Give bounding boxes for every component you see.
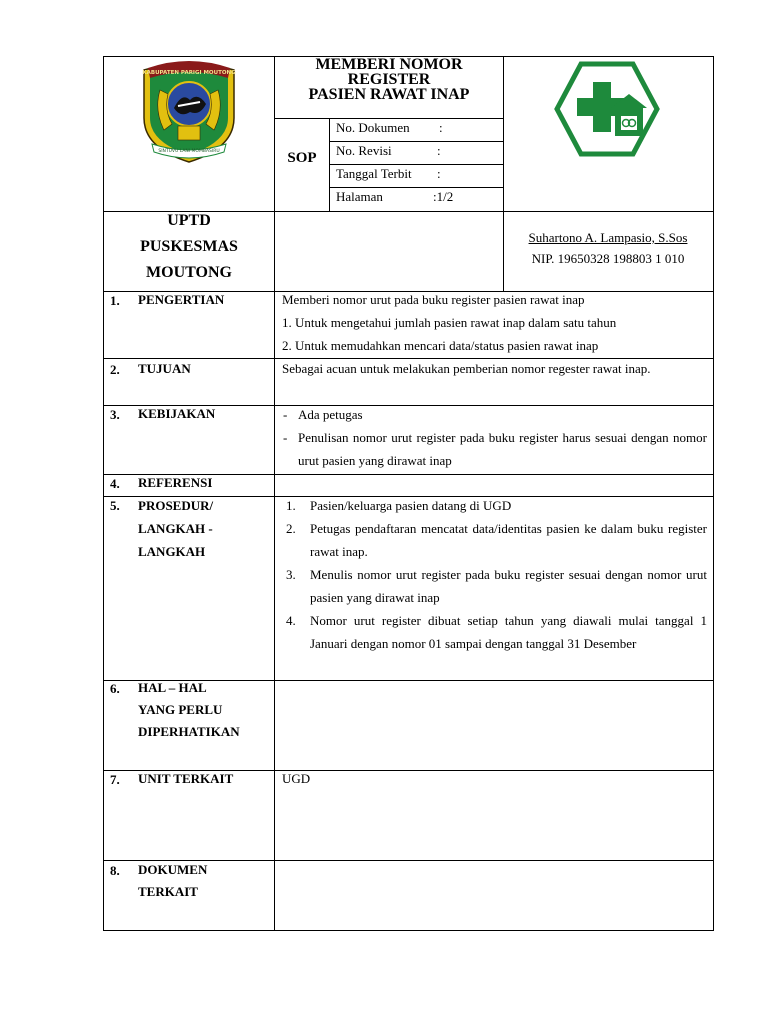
section-1-label: PENGERTIAN xyxy=(138,292,225,307)
section-1-line-1: Memberi nomor urut pada buku register pasien rawat inap xyxy=(282,292,585,307)
meta-label-tanggal: Tanggal Terbit xyxy=(336,166,412,181)
meta-value-halaman: :1/2 xyxy=(433,189,454,204)
section-7-label: UNIT TERKAIT xyxy=(138,771,234,786)
org-line-2: PUSKESMAS xyxy=(140,238,238,255)
section-7-number: 7. xyxy=(110,772,120,787)
meta-label-halaman: Halaman xyxy=(336,189,383,204)
section-8-label-line-1: DOKUMEN xyxy=(138,862,208,877)
border-right xyxy=(713,56,714,931)
step-2-number: 2. xyxy=(286,521,296,536)
section-5-label-line-1: PROSEDUR/ xyxy=(138,498,214,513)
section-2-text: Sebagai acuan untuk melakukan pemberian nomor regester rawat inap. xyxy=(282,361,651,376)
section-7-text: UGD xyxy=(282,771,311,786)
org-line-3: MOUTONG xyxy=(146,264,232,281)
signatory-nip: NIP. 19650328 198803 1 010 xyxy=(531,251,685,266)
document-title xyxy=(276,57,502,102)
section-1-line-2: 1. Untuk mengetahui jumlah pasien rawat inap dalam satu tahun xyxy=(282,315,617,330)
section-6-label-line-2: YANG PERLU xyxy=(138,702,223,717)
section-3-bullet-2: - xyxy=(283,430,288,445)
step-1-number: 1. xyxy=(286,498,296,513)
section-6-number: 6. xyxy=(110,681,120,696)
section-3-item-2: Penulisan nomor urut register pada buku register harus sesuai dengan nomor urut pasien yang dirawat inap xyxy=(298,430,707,468)
section-6-label-line-1: HAL – HAL xyxy=(138,680,207,695)
border-bottom xyxy=(103,930,714,931)
title-divider xyxy=(274,118,503,119)
org-line-1: UPTD xyxy=(167,212,211,229)
section-3-bullet-1: - xyxy=(283,407,288,422)
section-4-number: 4. xyxy=(110,476,120,491)
step-2-text: Petugas pendaftaran mencatat data/identitas pasien ke dalam buku register rawat inap. xyxy=(310,521,707,559)
section-3-item-1: Ada petugas xyxy=(298,407,363,422)
title-line-3: PASIEN RAWAT INAP xyxy=(308,86,470,103)
step-4-number: 4. xyxy=(286,613,296,628)
meta-row-3 xyxy=(329,187,503,188)
step-1-text: Pasien/keluarga pasien datang di UGD xyxy=(310,498,512,513)
emblem-banner-text: KABUPATEN PARIGI MOUTONG xyxy=(142,70,236,76)
title-line-1: MEMBERI NOMOR xyxy=(315,56,463,73)
regency-emblem-icon xyxy=(138,60,240,164)
section-6-label-line-3: DIPERHATIKAN xyxy=(138,724,240,739)
meta-value-revisi: : xyxy=(437,143,441,158)
meta-value-dokumen: : xyxy=(439,120,443,135)
section-3-label: KEBIJAKAN xyxy=(138,406,216,421)
meta-label-revisi: No. Revisi xyxy=(336,143,392,158)
section-3-number: 3. xyxy=(110,407,120,422)
step-3-text: Menulis nomor urut register pada buku register sesuai dengan nomor urut pasien yang dirawat inap xyxy=(310,567,707,605)
meta-row-1 xyxy=(329,141,503,142)
signatory-name: Suhartono A. Lampasio, S.Sos xyxy=(528,230,688,245)
section-8-number: 8. xyxy=(110,863,120,878)
section-5-number: 5. xyxy=(110,498,120,513)
meta-label-dokumen: No. Dokumen xyxy=(336,120,410,135)
border-left xyxy=(103,56,104,931)
title-line-2: REGISTER xyxy=(347,71,431,88)
step-3-number: 3. xyxy=(286,567,296,582)
section-2-number: 2. xyxy=(110,362,120,377)
emblem-ribbon-text: SINTUVU LANI MOMBASIRU xyxy=(158,149,220,154)
sop-label: SOP xyxy=(287,150,317,166)
section-1-line-3: 2. Untuk memudahkan mencari data/status pasien rawat inap xyxy=(282,338,599,353)
meta-value-tanggal: : xyxy=(437,166,441,181)
puskesmas-logo-icon xyxy=(553,60,661,158)
step-4-text: Nomor urut register dibuat setiap tahun yang diawali mulai tanggal 1 Januari dengan nomor 01 sampai dengan tanggal 31 Desember xyxy=(310,613,707,651)
section-1-number: 1. xyxy=(110,293,120,308)
section-8-label-line-2: TERKAIT xyxy=(138,884,198,899)
col-divider-1 xyxy=(274,56,275,931)
meta-row-2 xyxy=(329,164,503,165)
section-5-label-line-2: LANGKAH - xyxy=(138,521,213,536)
section-4-label: REFERENSI xyxy=(138,475,213,490)
section-5-label-line-3: LANGKAH xyxy=(138,544,206,559)
section-2-label: TUJUAN xyxy=(138,361,191,376)
